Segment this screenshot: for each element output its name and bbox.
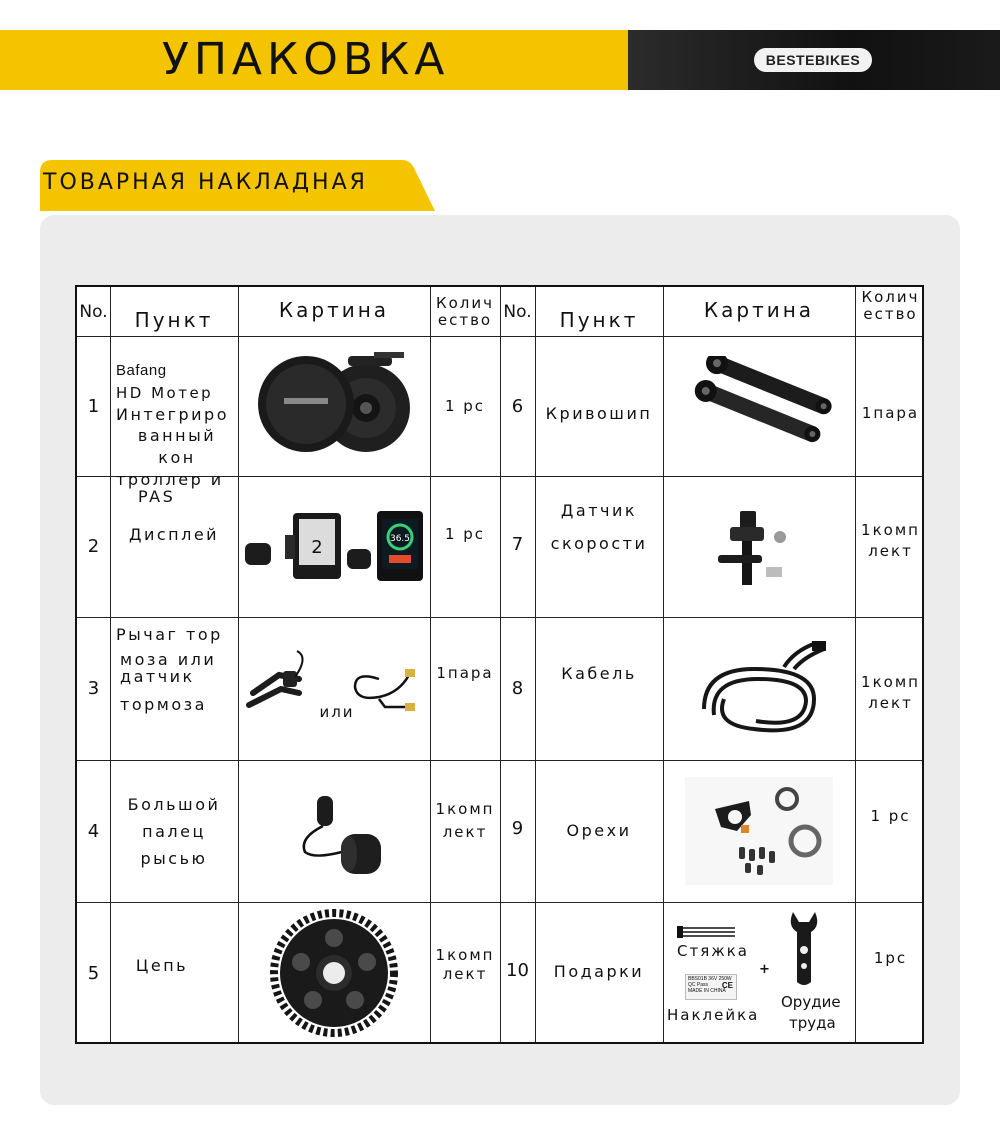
row4-item-2: Орехи: [566, 820, 632, 840]
display-image: [238, 476, 430, 617]
header-no-2: No.: [503, 301, 532, 322]
row5-qty: 1комп лект: [435, 946, 495, 983]
header-picture-2: Картина: [703, 298, 815, 322]
speed-sensor-image: [663, 476, 855, 617]
row2-item-2: Датчик скорости: [550, 500, 648, 553]
gifts-image: [663, 902, 855, 1044]
gift-tool-label-2: труда: [789, 1014, 836, 1032]
cable-image: [663, 617, 855, 760]
header-picture: Картина: [278, 298, 390, 322]
display-screen2-speed: 36.5: [389, 533, 411, 544]
row5-qty-2: 1pc: [873, 948, 908, 967]
brand-logo: BESTEBIKES: [754, 48, 872, 72]
row2-qty: 1 pc: [444, 525, 486, 543]
row2-qty-2: 1комп лект: [861, 520, 920, 560]
chainring-image: [238, 902, 430, 1044]
row5-item: Цепь: [135, 955, 189, 975]
row1-item: Bafang HD Мотер Интегриро ванный кон троллер и PAS: [116, 362, 229, 506]
header-item-2: Пункт: [559, 307, 639, 332]
invoice-table: [75, 285, 924, 1044]
crank-image: [663, 336, 855, 476]
row2-item: Дисплей: [128, 525, 220, 544]
or-label: или: [319, 702, 355, 721]
header-qty: Колич ество: [435, 293, 495, 329]
gift-plus: +: [759, 962, 770, 977]
row4-item: Большой палец рысью: [127, 794, 221, 868]
motor-image: [238, 336, 430, 476]
row3-item: Рычаг тор моза или датчик тормоза: [116, 625, 223, 714]
row3-qty-2: 1комп лект: [861, 672, 920, 712]
row2-no: 2: [87, 536, 100, 557]
row3-no-2: 8: [511, 678, 524, 699]
row3-no: 3: [87, 678, 100, 699]
row4-qty: 1комп лект: [435, 800, 495, 841]
row1-no-2: 6: [511, 395, 524, 417]
header-item: Пункт: [134, 307, 214, 332]
display-screen1-speed: 2: [311, 536, 323, 558]
row4-no: 4: [87, 820, 100, 842]
row4-qty-2: 1 pc: [870, 806, 911, 825]
row2-no-2: 7: [511, 534, 524, 555]
row4-no-2: 9: [511, 817, 524, 839]
thumb-throttle-image: [238, 760, 430, 902]
wrench-icon: [787, 910, 821, 988]
header-qty-2: Колич ество: [861, 287, 920, 323]
row1-qty-2: 1пара: [861, 403, 920, 422]
banner-title: УПАКОВКА: [162, 34, 450, 85]
row5-no-2: 10: [506, 959, 529, 981]
row3-qty: 1пара: [436, 664, 494, 682]
row1-qty: 1 pc: [444, 396, 486, 415]
gift-tie-label: Стяжка: [677, 942, 749, 960]
row5-item-2: Подарки: [553, 961, 645, 981]
nuts-image: [663, 760, 855, 902]
gift-tool-label-1: Орудие: [781, 993, 841, 1011]
brake-lever-image: [238, 617, 430, 760]
sticker-label: BBS01B 36V 250W QC Pass MADE IN CHINA CE: [685, 974, 737, 1000]
row3-item-2: Кабель: [561, 664, 637, 683]
row1-no: 1: [87, 395, 100, 417]
gift-sticker-label: Наклейка: [667, 1006, 760, 1024]
row1-item-2: Кривошип: [545, 403, 653, 423]
header-no: No.: [79, 301, 108, 322]
section-title: ТОВАРНАЯ НАКЛАДНАЯ: [43, 170, 368, 195]
row5-no: 5: [87, 962, 100, 984]
